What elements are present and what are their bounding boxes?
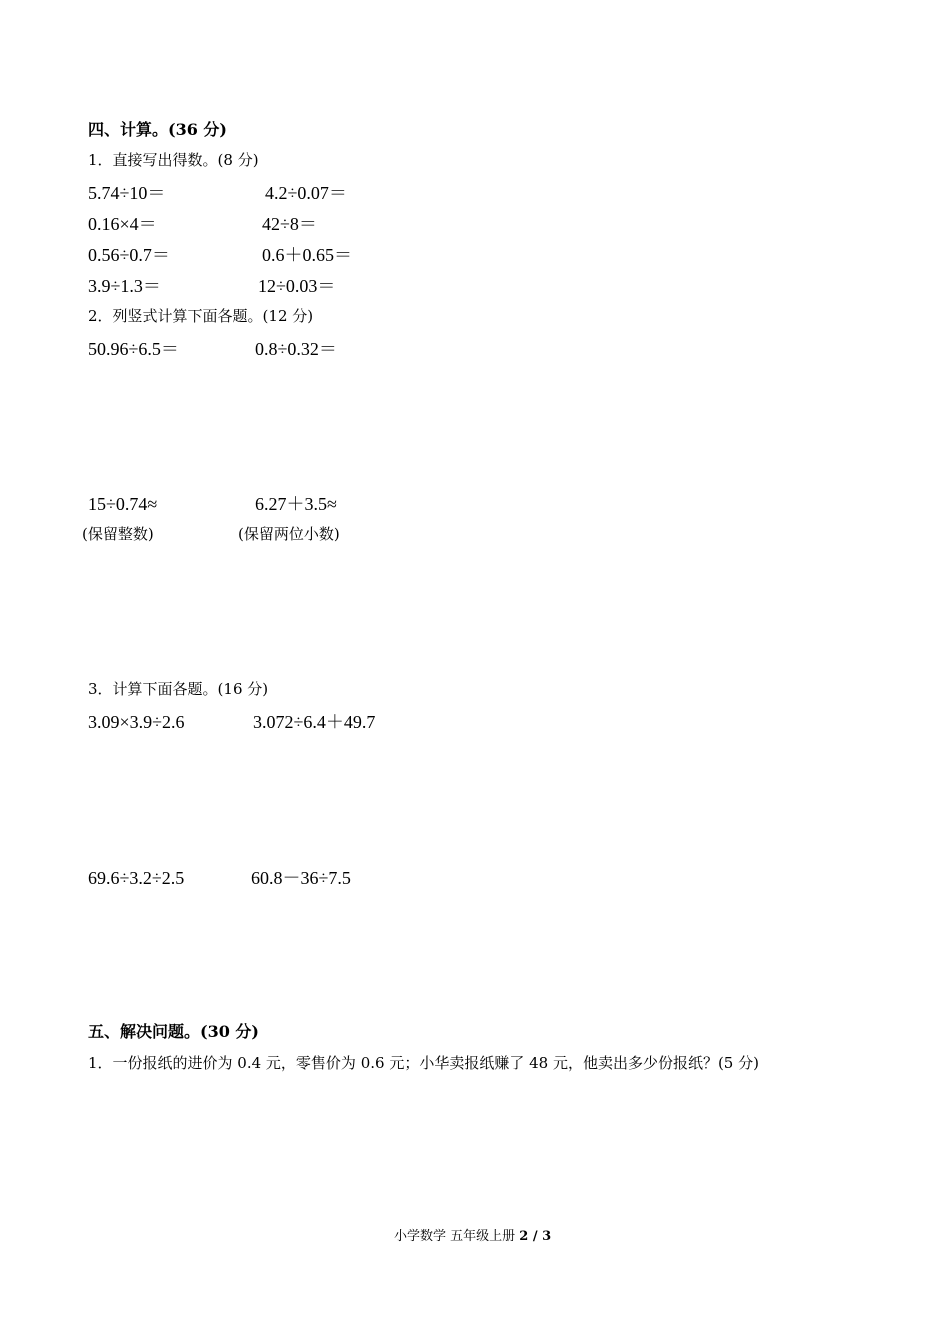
- question-4-2-title: 2．列竖式计算下面各题。(12 分): [88, 307, 314, 325]
- mixed-calc-item: 69.6÷3.2÷2.5: [88, 868, 185, 888]
- question-4-1-title: 1．直接写出得数。(8 分): [88, 151, 259, 169]
- section5-heading: 五、解决问题。(30 分): [88, 1022, 259, 1041]
- calc-item: 0.6＋0.65＝: [262, 245, 352, 265]
- vertical-calc-item: 15÷0.74≈: [88, 494, 158, 514]
- mixed-calc-item: 3.072÷6.4＋49.7: [253, 712, 376, 732]
- calc-item: 12÷0.03＝: [258, 276, 336, 296]
- calc-item: 5.74÷10＝: [88, 183, 166, 203]
- calc-item: 3.9÷1.3＝: [88, 276, 161, 296]
- calc-item: 42÷8＝: [262, 214, 317, 234]
- question-5-1-title: 1．一份报纸的进价为 0.4 元，零售价为 0.6 元；小华卖报纸赚了 48 元，他卖出多少份报纸？(5 分): [88, 1054, 759, 1072]
- calc-item: 0.56÷0.7＝: [88, 245, 170, 265]
- calc-item: 4.2÷0.07＝: [265, 183, 347, 203]
- calc-item: 0.16×4＝: [88, 214, 157, 234]
- vertical-calc-item: 50.96÷6.5＝: [88, 339, 179, 359]
- page-footer: [394, 1230, 551, 1243]
- footer-page-number: 2 / 3: [519, 1229, 552, 1244]
- mixed-calc-item: 60.8－36÷7.5: [251, 868, 351, 888]
- vertical-calc-item: 0.8÷0.32＝: [255, 339, 337, 359]
- question-4-3-title: 3．计算下面各题。(16 分): [88, 680, 269, 698]
- vertical-calc-item: 6.27＋3.5≈: [255, 494, 337, 514]
- rounding-note: (保留整数): [82, 525, 154, 543]
- rounding-note: (保留两位小数): [238, 525, 340, 543]
- footer-subject: 小学数学 五年级上册: [394, 1229, 520, 1244]
- mixed-calc-item: 3.09×3.9÷2.6: [88, 712, 185, 732]
- section4-heading: 四、计算。(36 分): [88, 120, 227, 139]
